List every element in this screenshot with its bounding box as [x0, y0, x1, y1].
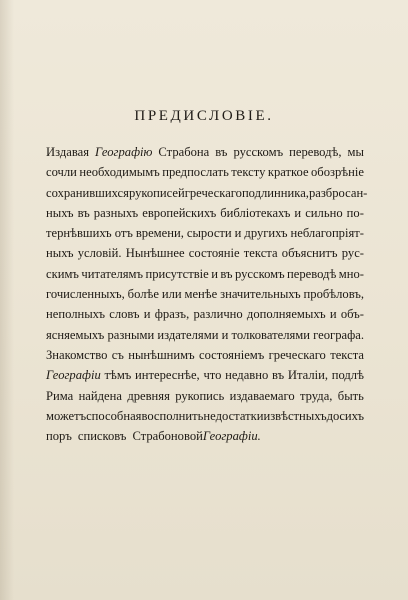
word: Страбоновой	[132, 429, 203, 444]
word: и	[234, 226, 242, 241]
word: краткое	[267, 165, 309, 180]
word: библіотекахъ	[220, 205, 291, 220]
word: читателямъ	[81, 266, 144, 281]
word: мно-	[338, 266, 364, 281]
word: Знакомство	[46, 347, 108, 362]
word: толкователями	[231, 327, 310, 342]
word: ясняемыхъ	[46, 327, 105, 342]
word: отъ	[114, 226, 133, 241]
word: что	[203, 368, 222, 383]
word: тексту	[231, 165, 266, 180]
word: издателями	[157, 327, 219, 342]
word: и	[294, 205, 302, 220]
word: по-	[346, 205, 364, 220]
word: объ-	[340, 307, 364, 322]
text-line	[46, 365, 364, 385]
word: состояніе	[188, 246, 240, 261]
word: европейскихъ	[142, 205, 217, 220]
word: условій.	[77, 246, 122, 261]
word: подлинника,	[241, 185, 309, 200]
word: греческаго	[268, 347, 326, 362]
word: значительныхъ	[220, 287, 301, 302]
word: предпослать	[162, 165, 229, 180]
word: способная	[86, 408, 142, 423]
word: недавно	[225, 368, 269, 383]
word: Рима	[46, 388, 74, 403]
word: объяснитъ	[281, 246, 338, 261]
word: Нынѣшнее	[125, 246, 185, 261]
word: текста	[243, 246, 278, 261]
word: Издавая	[46, 145, 90, 159]
text-line	[46, 243, 364, 263]
word: состояніемъ	[198, 347, 265, 362]
word: обозрѣніе	[311, 165, 364, 180]
word: различно	[193, 307, 243, 322]
text-line	[46, 183, 368, 203]
text-line	[46, 345, 364, 365]
text-line	[46, 203, 364, 223]
word: болѣе	[127, 287, 159, 302]
word: сильно	[305, 205, 343, 220]
word: неблагопріят-	[290, 226, 364, 241]
text-line	[46, 264, 364, 284]
word: сохранившихся	[46, 185, 129, 200]
word: сырости	[186, 226, 232, 241]
word: и	[329, 307, 337, 322]
word: переводѣ,	[289, 145, 342, 159]
word: ныхъ	[46, 205, 74, 220]
word: Географіи.	[202, 429, 261, 444]
word: гочисленныхъ,	[46, 287, 125, 302]
word: списковъ	[77, 429, 127, 444]
text-line	[46, 386, 364, 406]
word: скимъ	[46, 266, 79, 281]
word: необходимымъ	[79, 165, 160, 180]
word: издаваемаго	[229, 388, 295, 403]
word: разными	[107, 327, 155, 342]
word: ныхъ	[46, 246, 74, 261]
word: восполнить	[141, 408, 204, 423]
word: Италіи,	[287, 368, 328, 383]
word: нынѣшнимъ	[128, 347, 195, 362]
word: русскомъ	[234, 266, 285, 281]
word: недостатки	[203, 408, 264, 423]
text-line	[46, 304, 364, 324]
word: въ	[215, 145, 228, 159]
word: въ	[272, 368, 285, 383]
word: дополняемыхъ	[246, 307, 326, 322]
word: сихъ	[339, 408, 364, 423]
text-line	[46, 284, 364, 304]
word: разбросан-	[308, 185, 368, 200]
word: въ	[77, 205, 90, 220]
word: географа.	[313, 327, 364, 342]
word: рукопись	[175, 388, 225, 403]
word: другихъ	[244, 226, 288, 241]
text-line	[46, 223, 364, 243]
page-heading: ПРЕДИСЛОВІЕ.	[134, 108, 274, 124]
preface-paragraph	[46, 142, 368, 446]
text-line	[46, 426, 364, 446]
word: труда,	[300, 388, 333, 403]
word: въ	[220, 266, 233, 281]
word: и	[221, 327, 229, 342]
text-line	[46, 162, 364, 182]
text-line	[46, 325, 364, 345]
word: интереснѣе,	[135, 368, 200, 383]
word: древняя	[127, 388, 170, 403]
text-line	[46, 406, 364, 426]
word: и	[211, 266, 218, 281]
word: найдена	[78, 388, 122, 403]
word: тѣмъ	[104, 368, 132, 383]
word: быть	[337, 388, 364, 403]
word: греческаго	[184, 185, 242, 200]
word: времени,	[135, 226, 184, 241]
word: рукописей	[128, 185, 185, 200]
word: и	[143, 307, 151, 322]
word: или	[161, 287, 182, 302]
word: неполныхъ	[46, 307, 106, 322]
word: можетъ	[46, 408, 87, 423]
word: Географіи	[46, 368, 101, 383]
word: тернѣвшихъ	[46, 226, 112, 241]
word: сочли	[46, 165, 77, 180]
word: подлѣ	[331, 368, 364, 383]
word: текста	[330, 347, 364, 362]
word: русскомъ	[233, 145, 284, 159]
word: Географію	[95, 145, 153, 159]
word: переводѣ	[287, 266, 337, 281]
word: рус-	[341, 246, 364, 261]
page-gutter-shadow	[0, 0, 14, 600]
word: пробѣловъ,	[303, 287, 364, 302]
word: присутствіе	[145, 266, 209, 281]
word: менѣе	[184, 287, 218, 302]
word: съ	[111, 347, 124, 362]
word: извѣстныхъ	[263, 408, 327, 423]
text-line	[46, 142, 364, 162]
word: мы	[347, 145, 364, 159]
word: разныхъ	[93, 205, 139, 220]
word: до	[326, 408, 340, 423]
word: Страбона	[158, 145, 210, 159]
word: словъ	[109, 307, 140, 322]
word: поръ	[46, 429, 72, 444]
word: фразъ,	[154, 307, 190, 322]
